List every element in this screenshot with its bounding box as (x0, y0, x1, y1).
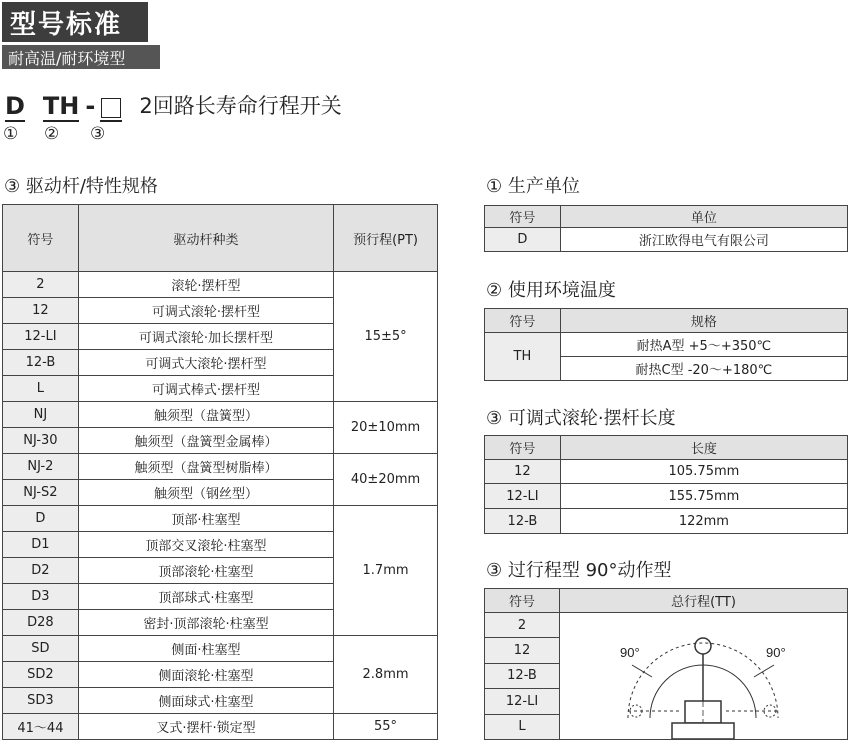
row-type: 可调式滚轮·加长摆杆型 (78, 324, 333, 350)
row-type: 顶部滚轮·柱塞型 (78, 558, 333, 584)
overtravel-diagram (560, 613, 846, 739)
page-subtitle: 耐高温/耐环境型 (2, 45, 160, 69)
row-symbol: NJ-30 (3, 428, 79, 454)
row-symbol: NJ-2 (3, 454, 79, 480)
row-symbol: TH (485, 333, 561, 381)
row-symbol: D3 (3, 584, 79, 610)
header-total-travel: 总行程(TT) (560, 589, 848, 613)
row-type: 叉式·摆杆·锁定型 (78, 714, 333, 740)
row-length: 122mm (560, 509, 847, 534)
row-type: 可调式滚轮·摆杆型 (78, 298, 333, 324)
row-type: 触须型（盘簧型） (78, 402, 333, 428)
temperature-table (484, 308, 848, 381)
row-unit: 浙江欧得电气有限公司 (560, 228, 847, 252)
table-header-row (485, 436, 848, 460)
row-symbol: 12-LI (485, 484, 561, 509)
table-row (485, 460, 848, 484)
row-symbol: D (3, 506, 79, 532)
row-type: 侧面滚轮·柱塞型 (78, 662, 333, 688)
overtravel-section-title: ③ 过行程型 90°动作型 (486, 560, 672, 581)
maker-table (484, 205, 848, 252)
row-symbol: 12 (485, 638, 560, 663)
row-symbol: 12-B (485, 663, 560, 688)
row-symbol: D (485, 228, 561, 252)
header-spec: 规格 (560, 309, 847, 333)
row-symbol: 2 (3, 272, 79, 298)
row-symbol: NJ (3, 402, 79, 428)
header-symbol: 符号 (485, 589, 560, 613)
row-spec: 耐热A型 +5～+350℃ (560, 333, 847, 357)
pt-group: 55° (334, 714, 438, 740)
header-symbol: 符号 (3, 205, 79, 272)
actuator-table (2, 204, 438, 740)
row-symbol: L (3, 376, 79, 402)
header-length: 长度 (560, 436, 847, 460)
table-row (485, 509, 848, 534)
table-header-row (485, 309, 848, 333)
row-symbol: 12 (485, 460, 561, 484)
marker-3: ③ (90, 124, 106, 144)
header-actuator-type: 驱动杆种类 (78, 205, 333, 272)
row-symbol: 12-B (3, 350, 79, 376)
table-row (3, 714, 438, 740)
table-header-row (485, 206, 848, 228)
row-symbol: SD (3, 636, 79, 662)
row-type: 触须型（盘簧型树脂棒） (78, 454, 333, 480)
angle-left-label: 90° (620, 645, 640, 660)
header-unit: 单位 (560, 206, 847, 228)
row-symbol: 12-LI (3, 324, 79, 350)
row-type: 触须型（盘簧型金属棒） (78, 428, 333, 454)
row-type: 密封·顶部滚轮·柱塞型 (78, 610, 333, 636)
row-spec: 耐热C型 -20～+180℃ (560, 357, 847, 381)
header-symbol: 符号 (485, 206, 561, 228)
row-symbol: NJ-S2 (3, 480, 79, 506)
pt-group: 20±10mm (334, 402, 438, 454)
table-row (3, 506, 438, 532)
row-type: 可调式棒式·摆杆型 (78, 376, 333, 402)
row-type: 触须型（钢丝型） (78, 480, 333, 506)
angle-right-label: 90° (766, 645, 786, 660)
temperature-section-title: ② 使用环境温度 (486, 280, 616, 301)
row-type: 滚轮·摆杆型 (78, 272, 333, 298)
row-length: 105.75mm (560, 460, 847, 484)
model-code-part2: TH (42, 92, 80, 120)
pt-group: 1.7mm (334, 506, 438, 636)
model-description: 2回路长寿命行程开关 (139, 94, 342, 118)
row-type: 顶部·柱塞型 (78, 506, 333, 532)
pt-group: 40±20mm (334, 454, 438, 506)
table-header-row (485, 589, 848, 613)
pt-group: 2.8mm (334, 636, 438, 714)
table-row (485, 333, 848, 357)
row-type: 侧面·柱塞型 (78, 636, 333, 662)
row-type: 顶部交叉滚轮·柱塞型 (78, 532, 333, 558)
row-symbol: D1 (3, 532, 79, 558)
row-type: 可调式大滚轮·摆杆型 (78, 350, 333, 376)
length-section-title: ③ 可调式滚轮·摆杆长度 (486, 408, 676, 429)
row-symbol: SD3 (3, 688, 79, 714)
table-row (3, 272, 438, 298)
row-symbol: SD2 (3, 662, 79, 688)
pt-group: 15±5° (334, 272, 438, 402)
overtravel-diagram-cell (560, 613, 848, 740)
row-symbol: 12-LI (485, 689, 560, 714)
header-symbol: 符号 (485, 309, 561, 333)
table-row (3, 454, 438, 480)
table-row (3, 636, 438, 662)
row-symbol: D2 (3, 558, 79, 584)
row-length: 155.75mm (560, 484, 847, 509)
model-code-row (5, 92, 342, 120)
length-table (484, 435, 848, 534)
maker-section-title: ① 生产单位 (486, 176, 580, 197)
header-symbol: 符号 (485, 436, 561, 460)
table-row (3, 402, 438, 428)
model-code-part1: D (5, 92, 25, 120)
row-symbol: 2 (485, 613, 560, 638)
marker-2: ② (44, 124, 60, 144)
row-symbol: L (485, 714, 560, 739)
table-row (485, 228, 848, 252)
model-dash: - (85, 92, 96, 120)
row-symbol: D28 (3, 610, 79, 636)
actuator-section-title: ③ 驱动杆/特性规格 (4, 176, 158, 197)
page-title: 型号标准 (2, 2, 148, 42)
model-placeholder-box (101, 98, 121, 118)
table-row (485, 484, 848, 509)
table-header-row (3, 205, 438, 272)
row-type: 顶部球式·柱塞型 (78, 584, 333, 610)
row-symbol: 41～44 (3, 714, 79, 740)
row-type: 侧面球式·柱塞型 (78, 688, 333, 714)
row-symbol: 12-B (485, 509, 561, 534)
table-row (485, 613, 848, 638)
overtravel-table (484, 588, 848, 740)
row-symbol: 12 (3, 298, 79, 324)
header-pretravel: 预行程(PT) (334, 205, 438, 272)
marker-1: ① (3, 124, 19, 144)
